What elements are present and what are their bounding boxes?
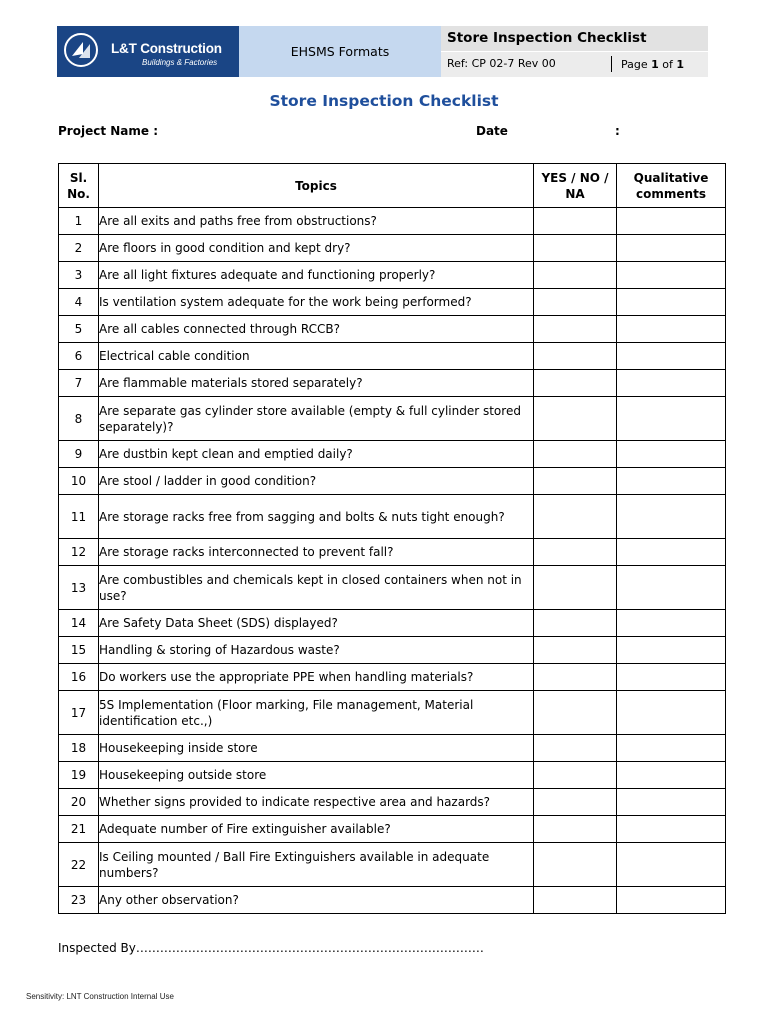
- row-sl-number: 13: [59, 566, 99, 610]
- table-row: [59, 441, 726, 468]
- page-current: 1: [651, 58, 659, 71]
- row-sl-number: 14: [59, 610, 99, 637]
- row-comments-cell[interactable]: [617, 441, 726, 468]
- row-yes-no-na-cell[interactable]: [534, 316, 617, 343]
- row-comments-cell[interactable]: [617, 343, 726, 370]
- row-comments-cell[interactable]: [617, 495, 726, 539]
- row-comments-cell[interactable]: [617, 735, 726, 762]
- col-header-yes-no-na: [534, 164, 617, 208]
- inspected-by-line: Inspected By……………………………………………………………………………: [58, 941, 484, 955]
- table-row: [59, 566, 726, 610]
- row-yes-no-na-cell[interactable]: [534, 539, 617, 566]
- row-comments-cell[interactable]: [617, 397, 726, 441]
- table-row: [59, 610, 726, 637]
- page-indicator: [621, 52, 684, 78]
- row-comments-cell[interactable]: [617, 887, 726, 914]
- col-header-comments: [617, 164, 726, 208]
- formats-label: EHSMS Formats: [239, 26, 441, 77]
- row-comments-cell[interactable]: [617, 637, 726, 664]
- table-row: [59, 262, 726, 289]
- lt-logo-icon: [63, 32, 99, 68]
- table-row: [59, 843, 726, 887]
- table-row: [59, 816, 726, 843]
- row-comments-cell[interactable]: [617, 208, 726, 235]
- row-sl-number: 23: [59, 887, 99, 914]
- row-topic: Adequate number of Fire extinguisher available?: [99, 816, 534, 843]
- row-sl-number: 17: [59, 691, 99, 735]
- row-topic: Are storage racks interconnected to prevent fall?: [99, 539, 534, 566]
- row-topic: Any other observation?: [99, 887, 534, 914]
- col-header-sl-line2: No.: [67, 186, 90, 201]
- row-yes-no-na-cell[interactable]: [534, 343, 617, 370]
- row-topic: Housekeeping inside store: [99, 735, 534, 762]
- table-row: [59, 762, 726, 789]
- row-comments-cell[interactable]: [617, 539, 726, 566]
- row-topic: Are flammable materials stored separately?: [99, 370, 534, 397]
- row-topic: Are floors in good condition and kept dry?: [99, 235, 534, 262]
- row-sl-number: 7: [59, 370, 99, 397]
- row-sl-number: 20: [59, 789, 99, 816]
- row-comments-cell[interactable]: [617, 843, 726, 887]
- row-comments-cell[interactable]: [617, 468, 726, 495]
- date-colon: :: [615, 124, 620, 138]
- ref-number: Ref: CP 02-7 Rev 00: [447, 57, 556, 70]
- col-header-comments-line1: Qualitative: [633, 170, 709, 185]
- row-comments-cell[interactable]: [617, 664, 726, 691]
- row-yes-no-na-cell[interactable]: [534, 816, 617, 843]
- row-yes-no-na-cell[interactable]: [534, 289, 617, 316]
- table-row: [59, 664, 726, 691]
- company-name: L&T Construction: [111, 41, 222, 56]
- table-row: [59, 289, 726, 316]
- row-sl-number: 21: [59, 816, 99, 843]
- row-topic: Is Ceiling mounted / Ball Fire Extinguishers available in adequate numbers?: [99, 843, 534, 887]
- row-sl-number: 3: [59, 262, 99, 289]
- row-yes-no-na-cell[interactable]: [534, 610, 617, 637]
- table-row: [59, 370, 726, 397]
- col-header-yes-line1: YES / NO /: [541, 170, 609, 185]
- row-sl-number: 11: [59, 495, 99, 539]
- table-row: [59, 208, 726, 235]
- row-sl-number: 9: [59, 441, 99, 468]
- table-row: [59, 637, 726, 664]
- row-comments-cell[interactable]: [617, 316, 726, 343]
- date-label: Date: [476, 124, 508, 138]
- row-sl-number: 4: [59, 289, 99, 316]
- row-yes-no-na-cell[interactable]: [534, 262, 617, 289]
- company-logo-block: [57, 26, 239, 77]
- row-sl-number: 19: [59, 762, 99, 789]
- row-sl-number: 10: [59, 468, 99, 495]
- row-topic: Housekeeping outside store: [99, 762, 534, 789]
- row-yes-no-na-cell[interactable]: [534, 566, 617, 610]
- row-sl-number: 6: [59, 343, 99, 370]
- row-yes-no-na-cell[interactable]: [534, 208, 617, 235]
- row-topic: Are Safety Data Sheet (SDS) displayed?: [99, 610, 534, 637]
- row-yes-no-na-cell[interactable]: [534, 235, 617, 262]
- company-subtitle: Buildings & Factories: [142, 58, 218, 67]
- row-comments-cell[interactable]: [617, 691, 726, 735]
- row-sl-number: 1: [59, 208, 99, 235]
- row-sl-number: 22: [59, 843, 99, 887]
- row-sl-number: 18: [59, 735, 99, 762]
- row-topic: Are all light fixtures adequate and functioning properly?: [99, 262, 534, 289]
- row-topic: Do workers use the appropriate PPE when handling materials?: [99, 664, 534, 691]
- row-sl-number: 16: [59, 664, 99, 691]
- table-row: [59, 343, 726, 370]
- row-sl-number: 5: [59, 316, 99, 343]
- row-yes-no-na-cell[interactable]: [534, 691, 617, 735]
- row-topic: Are dustbin kept clean and emptied daily?: [99, 441, 534, 468]
- row-yes-no-na-cell[interactable]: [534, 637, 617, 664]
- row-topic: Are all exits and paths free from obstructions?: [99, 208, 534, 235]
- table-row: [59, 789, 726, 816]
- row-yes-no-na-cell[interactable]: [534, 762, 617, 789]
- row-yes-no-na-cell[interactable]: [534, 370, 617, 397]
- row-topic: Are storage racks free from sagging and bolts & nuts tight enough?: [99, 495, 534, 539]
- table-row: [59, 235, 726, 262]
- row-topic: Are combustibles and chemicals kept in closed containers when not in use?: [99, 566, 534, 610]
- col-header-sl-line1: Sl.: [69, 170, 88, 185]
- header-doc-title: Store Inspection Checklist: [441, 26, 708, 51]
- row-comments-cell[interactable]: [617, 262, 726, 289]
- page-of: of: [662, 58, 673, 71]
- row-topic: Whether signs provided to indicate respective area and hazards?: [99, 789, 534, 816]
- row-topic: Are separate gas cylinder store available (empty & full cylinder stored separately)?: [99, 397, 534, 441]
- page-total: 1: [676, 58, 685, 71]
- table-row: [59, 397, 726, 441]
- sensitivity-label: Sensitivity: LNT Construction Internal Use: [26, 992, 174, 1001]
- row-topic: Is ventilation system adequate for the work being performed?: [99, 289, 534, 316]
- row-comments-cell[interactable]: [617, 289, 726, 316]
- row-comments-cell[interactable]: [617, 762, 726, 789]
- ref-block: [441, 51, 708, 77]
- row-yes-no-na-cell[interactable]: [534, 495, 617, 539]
- col-header-topics: Topics: [99, 164, 534, 208]
- table-row: [59, 495, 726, 539]
- row-comments-cell[interactable]: [617, 789, 726, 816]
- page-title: Store Inspection Checklist: [269, 92, 499, 110]
- row-topic: Electrical cable condition: [99, 343, 534, 370]
- page-prefix: Page: [621, 58, 648, 71]
- checklist-table: [58, 163, 726, 914]
- table-row: [59, 539, 726, 566]
- col-header-comments-line2: comments: [636, 186, 706, 201]
- row-topic: Handling & storing of Hazardous waste?: [99, 637, 534, 664]
- col-header-sl: [59, 164, 99, 208]
- row-comments-cell[interactable]: [617, 816, 726, 843]
- row-yes-no-na-cell[interactable]: [534, 441, 617, 468]
- row-yes-no-na-cell[interactable]: [534, 789, 617, 816]
- row-sl-number: 2: [59, 235, 99, 262]
- row-topic: Are stool / ladder in good condition?: [99, 468, 534, 495]
- row-comments-cell[interactable]: [617, 235, 726, 262]
- row-yes-no-na-cell[interactable]: [534, 468, 617, 495]
- row-yes-no-na-cell[interactable]: [534, 735, 617, 762]
- row-topic: Are all cables connected through RCCB?: [99, 316, 534, 343]
- row-comments-cell[interactable]: [617, 370, 726, 397]
- table-row: [59, 887, 726, 914]
- row-yes-no-na-cell[interactable]: [534, 843, 617, 887]
- row-comments-cell[interactable]: [617, 610, 726, 637]
- separator-bar: [611, 56, 612, 72]
- document-header: [57, 26, 708, 77]
- table-row: [59, 691, 726, 735]
- row-yes-no-na-cell[interactable]: [534, 664, 617, 691]
- table-row: [59, 468, 726, 495]
- table-row: [59, 316, 726, 343]
- table-row: [59, 735, 726, 762]
- row-comments-cell[interactable]: [617, 566, 726, 610]
- row-sl-number: 8: [59, 397, 99, 441]
- row-yes-no-na-cell[interactable]: [534, 887, 617, 914]
- row-sl-number: 15: [59, 637, 99, 664]
- row-yes-no-na-cell[interactable]: [534, 397, 617, 441]
- row-sl-number: 12: [59, 539, 99, 566]
- row-topic: 5S Implementation (Floor marking, File management, Material identification etc.,): [99, 691, 534, 735]
- project-name-label: Project Name :: [58, 124, 158, 138]
- table-header-row: [59, 164, 726, 208]
- col-header-yes-line2: NA: [565, 186, 585, 201]
